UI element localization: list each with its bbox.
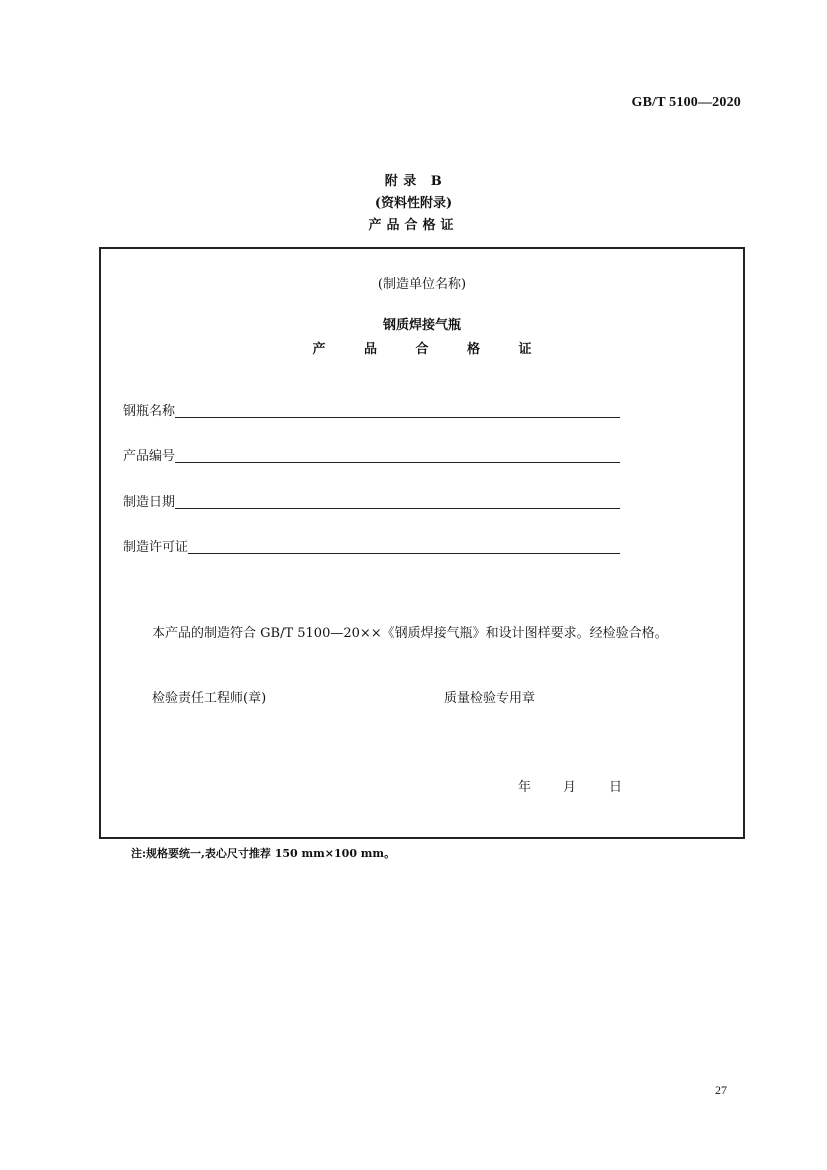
field-manufacture-date [123,490,620,512]
appendix-label-word: 附 录 [384,174,417,189]
field-label: 产品编号 [123,449,176,464]
field-license [123,535,620,557]
field-label: 钢瓶名称 [123,404,176,419]
page-number: 27 [715,1083,727,1097]
qc-stamp-label: 质量检验专用章 [444,691,536,706]
inspector-signature-label: 检验责任工程师(章) [152,691,267,706]
field-label: 制造许可证 [123,540,189,555]
date-day-label: 日 [609,780,623,795]
certificate-frame [99,247,745,839]
certificate-title: 产 品 合 格 证 [312,342,549,357]
appendix-title: 产品合格证 [368,218,459,233]
footnote: 注:规格要统一,表心尺寸推荐 150 mm×100 mm。 [131,847,396,860]
appendix-label-letter: B [430,174,443,189]
field-product-number [123,444,620,466]
date-year-label: 年 [518,780,532,795]
date-line [518,776,622,795]
manufacturer-placeholder: (制造单位名称) [377,277,467,292]
compliance-statement: 本产品的制造符合 GB/T 5100—20××《钢质焊接气瓶》和设计图样要求。经检验合格。 [152,626,668,641]
fill-in-line[interactable] [188,549,620,554]
fill-in-line[interactable] [175,458,620,463]
appendix-type: (资料性附录) [374,196,453,211]
field-label: 制造日期 [123,495,176,510]
fill-in-line[interactable] [175,504,620,509]
field-cylinder-name [123,399,620,421]
standard-code: GB/T 5100—2020 [631,95,741,110]
date-month-label: 月 [563,780,577,795]
product-name: 钢质焊接气瓶 [382,318,461,333]
appendix-label [0,170,827,189]
fill-in-line[interactable] [175,413,620,418]
